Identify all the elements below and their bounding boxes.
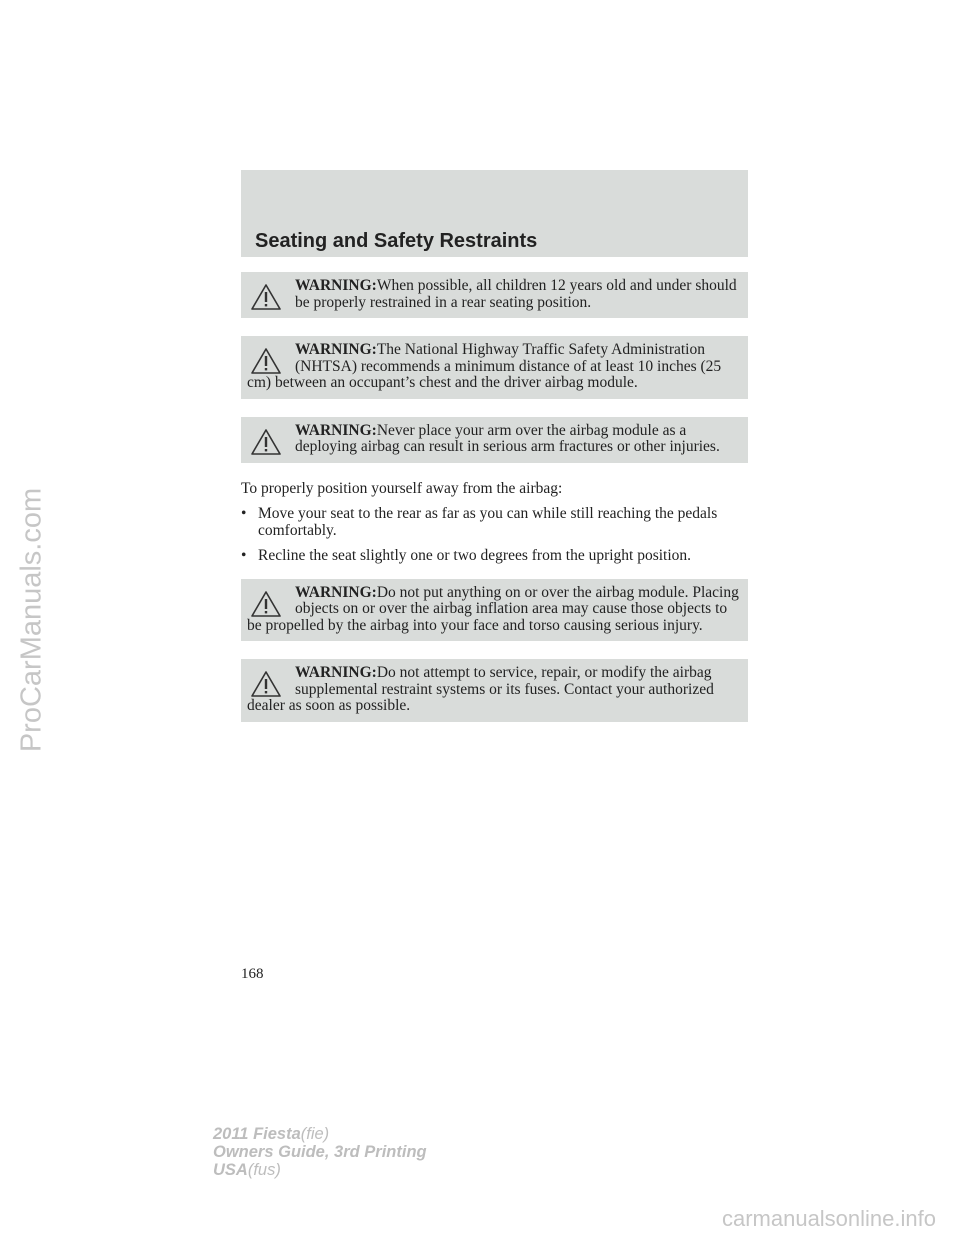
footer-market: USA xyxy=(213,1161,248,1179)
side-watermark-text: ProCarManuals.com xyxy=(15,487,48,753)
warning-text: Do not put anything on or over the airbag module. Placing objects on or over the airbag inflation area may cause those objects to be propelled by the airbag into your face and torso causing serious injury. xyxy=(247,583,739,634)
intro-paragraph: To properly position yourself away from the airbag: xyxy=(241,479,563,497)
warning-text: When possible, all children 12 years old and under should be properly restrained in a rear seating position. xyxy=(295,277,737,311)
footer-guide: Owners Guide, 3rd Printing xyxy=(213,1143,427,1161)
warning-label: WARNING: xyxy=(295,583,377,601)
bullet-list xyxy=(241,506,748,565)
list-item xyxy=(241,548,748,565)
page-content xyxy=(241,272,748,740)
list-item-text: Recline the seat slightly one or two degrees from the upright position. xyxy=(258,547,692,564)
warning-triangle-icon xyxy=(251,284,281,310)
warning-label: WARNING: xyxy=(295,421,377,439)
footer-model: 2011 Fiesta xyxy=(213,1125,301,1143)
warning-box xyxy=(241,579,748,642)
page-number: 168 xyxy=(241,966,264,982)
warning-text: The National Highway Traffic Safety Administration (NHTSA) recommends a minimum distance of at least 10 inches (25 cm) between an occupant’s chest and the driver airbag module. xyxy=(247,341,722,391)
bullet-symbol: • xyxy=(241,505,247,522)
warning-triangle-icon xyxy=(251,591,281,617)
warning-triangle-icon xyxy=(251,671,281,697)
warning-text: Never place your arm over the airbag module as a deploying airbag can result in serious arm fractures or other injuries. xyxy=(295,421,720,455)
list-item-text: Move your seat to the rear as far as you can while still reaching the pedals comfortably. xyxy=(258,505,718,539)
section-title: Seating and Safety Restraints xyxy=(255,230,538,252)
warning-label: WARNING: xyxy=(295,277,377,294)
warning-box xyxy=(241,272,748,318)
footer-model-code: (fie) xyxy=(300,1125,330,1143)
footer-line xyxy=(213,1125,427,1143)
warning-box xyxy=(241,336,748,399)
footer-market-code: (fus) xyxy=(247,1161,281,1179)
warning-box xyxy=(241,417,748,463)
warning-label: WARNING: xyxy=(295,664,377,681)
list-item xyxy=(241,506,748,539)
bottom-watermark: carmanualsonline.info xyxy=(721,1206,936,1231)
warning-triangle-icon xyxy=(251,348,281,374)
warning-text: Do not attempt to service, repair, or modify the airbag supplemental restraint systems or its fuses. Contact your authorized dealer as soon as possible. xyxy=(247,664,714,714)
footer-line xyxy=(213,1161,427,1179)
warning-label: WARNING: xyxy=(295,341,377,358)
bullet-symbol: • xyxy=(241,547,247,564)
warning-triangle-icon xyxy=(251,429,281,455)
document-footer xyxy=(213,1125,427,1179)
warning-box xyxy=(241,659,748,722)
side-watermark xyxy=(2,380,62,860)
